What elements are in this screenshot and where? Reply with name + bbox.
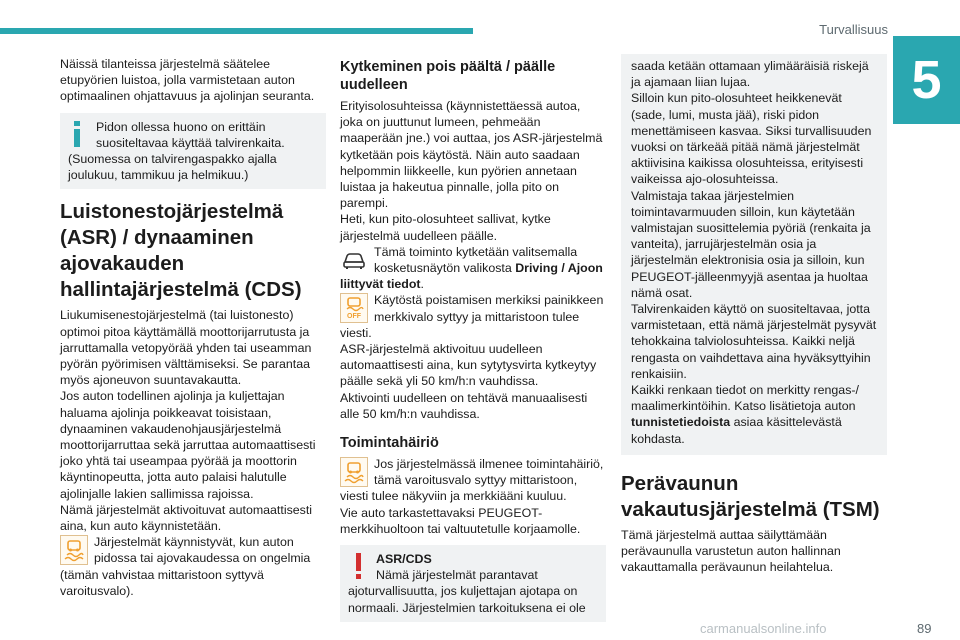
- warning-continued-1: saada ketään ottamaan ylimääräisiä riskejä ja ajamaan liian lujaa.: [631, 59, 869, 90]
- asr-paragraph-1: Liukumisenestojärjestelmä (tai luistonesto) optimoi pitoa käyttämällä moottorijarrutusta ja jarruttamalla vetopyörää yhden tai useamman pyörän pyörimisen välttämiseksi. Se parantaa myös ajoneuvon suuntavakautta.: [60, 308, 312, 388]
- asr-paragraph-3: Nämä järjestelmät aktivoituvat automaattisesti aina, kun auto käynnistetään.: [60, 502, 313, 534]
- malfunction-paragraph-2: Vie auto tarkastettavaksi PEUGEOT-merkkihuoltoon tai valtuutetulle korjaamolle.: [340, 505, 581, 536]
- info-box-text: Pidon ollessa huono on erittäin suositeltavaa käyttää talvirenkaita. (Suomessa on talvirengaspakko ajalla joulukuu, tammikuu ja helmikuu.): [68, 119, 285, 183]
- disable-paragraph-3: [340, 244, 606, 293]
- warning-icon: [352, 553, 366, 581]
- asr-paragraph-2: Jos auton todellinen ajolinja ja kuljettajan haluama ajolinja poikkeavat toisistaan, dynaaminen vakaudenohjausjärjestelmä moottorijarruttaa sekä jarruttaa automaattisesti joko yhtä tai useampaa pyörää ja moottorin käyntinopeutta, jotta auto palaisi halutulle ajolinjalle lakien sallimissa rajoissa.: [60, 389, 316, 501]
- warning-continued-4: Talvirenkaiden käyttö on suositeltavaa, jotta varmistetaan, että nämä järjestelmät pysyvät tehokkaina talviolosuhteissa. Kaikki neljä rengasta on vaihdettava aina hyväksyttyihin renkaisiin.: [631, 302, 877, 381]
- malfunction-paragraph-1: Jos järjestelmässä ilmenee toimintahäiriö, tämä varoitusvalo syttyy mittaristoon, viesti tulee näkyviin ja merkkiääni kuuluu.: [340, 457, 604, 504]
- page-number: 89: [917, 621, 932, 636]
- warning-continued-2: Silloin kun pito-olosuhteet heikkenevät (sade, lumi, musta jää), riski pidon menettämiseen kasvaa. Siksi turvallisuuden vuoksi on tärkeää pitää nämä järjestelmät aktiivisina kaikissa olosuhteissa, erityisesti vaikeissa ajo-olosuhteissa.: [631, 91, 872, 187]
- disable-paragraph-6: Aktivointi uudelleen on tehtävä manuaalisesti alle 50 km/h:n vauhdissa.: [340, 390, 588, 421]
- warning-title-text: ASR/CDS: [376, 552, 432, 567]
- disable-paragraph-3-text: Tämä toiminto kytketään valitsemalla kosketusnäytön valikosta: [374, 244, 578, 276]
- disable-paragraph-2: Heti, kun pito-olosuhteet sallivat, kytke järjestelmä uudelleen päälle.: [340, 212, 551, 243]
- warning-continued-5: [631, 382, 877, 447]
- warning-box-continued: [621, 54, 887, 455]
- warning-continued-3: Valmistaja takaa järjestelmien toimintavarmuuden silloin, kun käytetään valmistajan suosittelemia pyöriä (renkaita ja vanteita), jarrujärjestelmän osia ja järjestelmän elektronisia osia ja silloin, kun PEUGEOT-jälleenmyyjä asentaa ja huoltaa nämä osat.: [631, 188, 871, 300]
- stability-off-lamp-icon: [340, 293, 368, 323]
- asr-paragraph-4: Järjestelmät käynnistyvät, kun auton pidossa tai ajovakaudessa on ongelmia (tämän vahvistaa mittaristoon syttyvä varoitusvalo).: [60, 535, 311, 598]
- tsm-heading: Perävaunun vakautusjärjestelmä (TSM): [621, 471, 880, 521]
- stability-warning-lamp-icon: [60, 535, 88, 565]
- malfunction-heading: Toimintahäiriö: [340, 435, 439, 452]
- column-2: [340, 56, 606, 630]
- warning-title: [348, 551, 598, 567]
- column-1: [60, 56, 326, 599]
- identification-link-text: tunnistetiedoista: [631, 415, 731, 430]
- watermark: carmanualsonline.info: [700, 621, 827, 636]
- warning-box: [340, 545, 606, 622]
- info-box: [60, 113, 326, 190]
- chapter-tab: 5: [893, 36, 960, 124]
- stability-lamp-row: [60, 534, 326, 599]
- touchscreen-row: [340, 244, 606, 293]
- malfunction-row: [340, 456, 606, 505]
- asr-cds-heading: Luistonestojärjestelmä (ASR) / dynaaminen ajovakauden hallintajärjestelmä (CDS): [60, 200, 302, 302]
- warning-continued-5-end: asiaa käsittelevästä kohdasta.: [631, 415, 842, 446]
- off-lamp-row: [340, 292, 606, 341]
- warning-continued-5-text: Kaikki renkaan tiedot on merkitty rengas-/ maalimerkintöihin. Katso lisätietoja auton: [631, 383, 859, 414]
- warning-text: Nämä järjestelmät parantavat ajoturvallisuutta, jos kuljettajan ajotapa on normaali. Järjestelmien tarkoituksena ei ole: [348, 568, 586, 615]
- car-settings-icon: [340, 245, 368, 275]
- intro-text: Näissä tilanteissa järjestelmä säätelee etupyörien luistoa, jolla varmistetaan auton optimaalinen ohjattavuus ja ajolinjan seuranta.: [60, 57, 315, 104]
- svg-text:OFF: OFF: [347, 313, 361, 321]
- disable-heading: Kytkeminen pois päältä / päälle uudelleen: [340, 59, 556, 93]
- disable-paragraph-4: Käytöstä poistamisen merkiksi painikkeen merkkivalo syttyy ja mittaristoon tulee viesti.: [340, 293, 604, 340]
- driving-menu-label: Driving / Ajoon liittyvät tiedot: [340, 261, 603, 292]
- disable-paragraph-1: Erityisolosuhteissa (käynnistettäessä autoa, joka on juuttunut lumeen, pehmeään maaperään jne.) voi auttaa, jos ASR-järjestelmä kytketään pois käytöstä. Näin auto saadaan helpommin liikkeelle, kun pyörien annetaan luistaa ja hakeutua pinnalle, jolla pito on parempi.: [340, 99, 603, 211]
- disable-paragraph-5: ASR-järjestelmä aktivoituu uudelleen automaattisesti aina, kun sytytysvirta kytkeytyy päälle sekä yli 50 km/h:n vauhdissa.: [340, 342, 597, 389]
- info-icon: [68, 121, 86, 147]
- section-title: Turvallisuus: [819, 22, 888, 37]
- malfunction-lamp-icon: [340, 457, 368, 487]
- disable-paragraph-3-end: .: [420, 277, 424, 292]
- tsm-paragraph: Tämä järjestelmä auttaa säilyttämään perävaunulla varustetun auton hallinnan vakauttamalla perävaunun heilahtelua.: [621, 527, 841, 575]
- column-3: [621, 56, 887, 575]
- header-accent-bar: [0, 28, 473, 34]
